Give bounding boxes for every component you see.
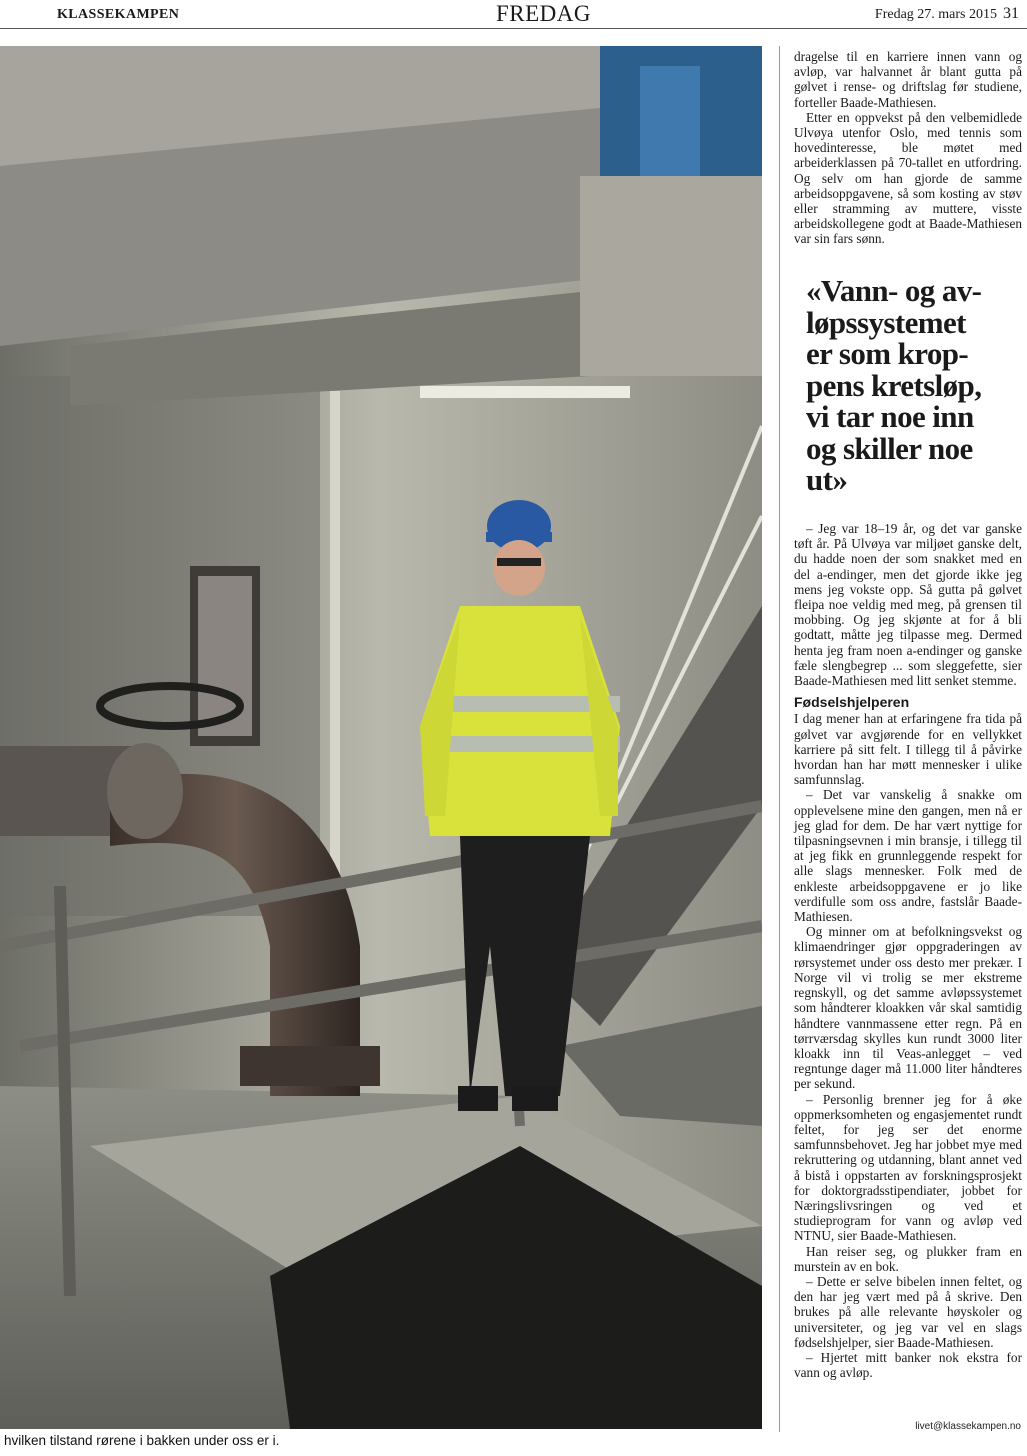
paragraph: – Hjertet mitt banker nok ekstra for vann og avløp. [794,1349,1022,1381]
paragraph: – Dette er selve bibelen innen feltet, og den har jeg vært med på å skrive. Den brukes på alle relevante høyskoler og universiteter, og jeg var vel en slags fødselshjelper, sier Baade-Mathiesen. [794,1273,1022,1350]
pull-quote-line: og skiller noe [806,430,973,466]
paragraph: – Personlig brenner jeg for å øke oppmerksomheten og engasjementet rundt feltet, for jeg ser det enorme samfunnsbehovet. Jeg har jobbet mye med rekruttering og utdanning, blant annet ved å bistå i oppstarten av forskningsprosjekt for doktorgradsstipendiater, jobbet for Næringslivsringen og ved et studieprogram for vann og avløp ved NTNU, sier Baade-Mathiesen. [794,1091,1022,1244]
newspaper-name: KLASSEKAMPEN [57,7,180,22]
article-subhead: Fødselshjelperen [794,694,910,711]
photo-caption: hvilken tilstand rørene i bakken under oss er i. [4,1433,280,1448]
article-text-bottom [794,521,1022,1380]
paragraph: – Det var vanskelig å snakke om opplevelsene mine den gangen, men nå er jeg glad for dem. De har vært nyttige for tilpasningsevnen i min bransje, i tillegg til at jeg fikk en grunnleggende respekt for alle slags mennesker. Folk med de enkleste arbeidsoppgavene er jo like verdifulle som oss andre, fastslår Baade-Mathiesen. [794,787,1022,925]
page-number: 31 [1003,5,1019,22]
pull-quote-line: pens kretsløp, [806,367,982,403]
paragraph: I dag mener han at erfaringene fra tida på gølvet var avgjørende for en vellykket karriere på sitt felt. I tillegg til å påvirke hvordan han har møtt mennesker i ulike samfunnslag. [794,711,1022,788]
section-day: FREDAG [495,1,591,26]
pull-quote-line: «Vann- og av- [806,273,982,308]
column-divider [779,46,780,1432]
page-header [0,0,1027,30]
pull-quote [806,275,1027,496]
paragraph: Og minner om at befolkningsvekst og klimaendringer gjør oppgraderingen av rørsystemet under oss desto mer prekær. I Norge vil vi trolig se mer ekstreme regnskyll, og det samme avløpssystemet som håndterer kloakken vår skal samtidig håndtere vannmassene etter regn. På en tørrværsdag skylles kun rundt 3000 liter kloakk inn til Veas-anlegget – ved regntunge dager må 11.000 liter håndteres per sekund. [794,924,1022,1092]
paragraph: dragelse til en karriere innen vann og avløp, var halvannet år blant gutta på gølvet i rense- og driftslag før studiene, forteller Baade-Mathiesen. [794,49,1022,110]
byline-email[interactable]: livet@klassekampen.no [915,1421,1021,1432]
paragraph: Han reiser seg, og plukker fram en murstein av en bok. [794,1243,1022,1274]
pull-quote-line: ut» [806,462,848,497]
pull-quote-line: vi tar noe inn [806,399,974,434]
paragraph: Etter en oppvekst på den velbemidlede Ulvøya utenfor Oslo, med tennis som hovedinteresse, ble møtet med arbeiderklassen på 70-tallet en utfordring. Og selv om han gjorde de samme arbeidsoppgavene, så som kosting av støv eller stramming av muttere, visste arbeidskollegene godt at Baade-Mathiesen var sin fars sønn. [794,109,1022,247]
pull-quote-line: løpssystemet [806,304,966,340]
paragraph: – Jeg var 18–19 år, og det var ganske tøft år. På Ulvøya var miljøet ganske delt, du hadde noen der som snakket med en del a-endinger, men det gjorde ikke jeg mens jeg vokste opp. Så gutta på gølvet fleipa noe veldig med meg, på grensen til mobbing. Og jeg skjønte at for å bli godtatt, måtte jeg tilpasse meg. Dermed henta jeg fram noen a-endinger og ganske fæle slengbegrep ... som sleggefette, sier Baade-Mathiesen med litt senket stemme. [794,521,1022,689]
header-rule [0,28,1027,29]
article-photo [0,46,762,1429]
issue-date: Fredag 27. mars 2015 [874,7,997,22]
article-text-top [794,49,1022,247]
pull-quote-line: er som krop- [806,336,969,371]
